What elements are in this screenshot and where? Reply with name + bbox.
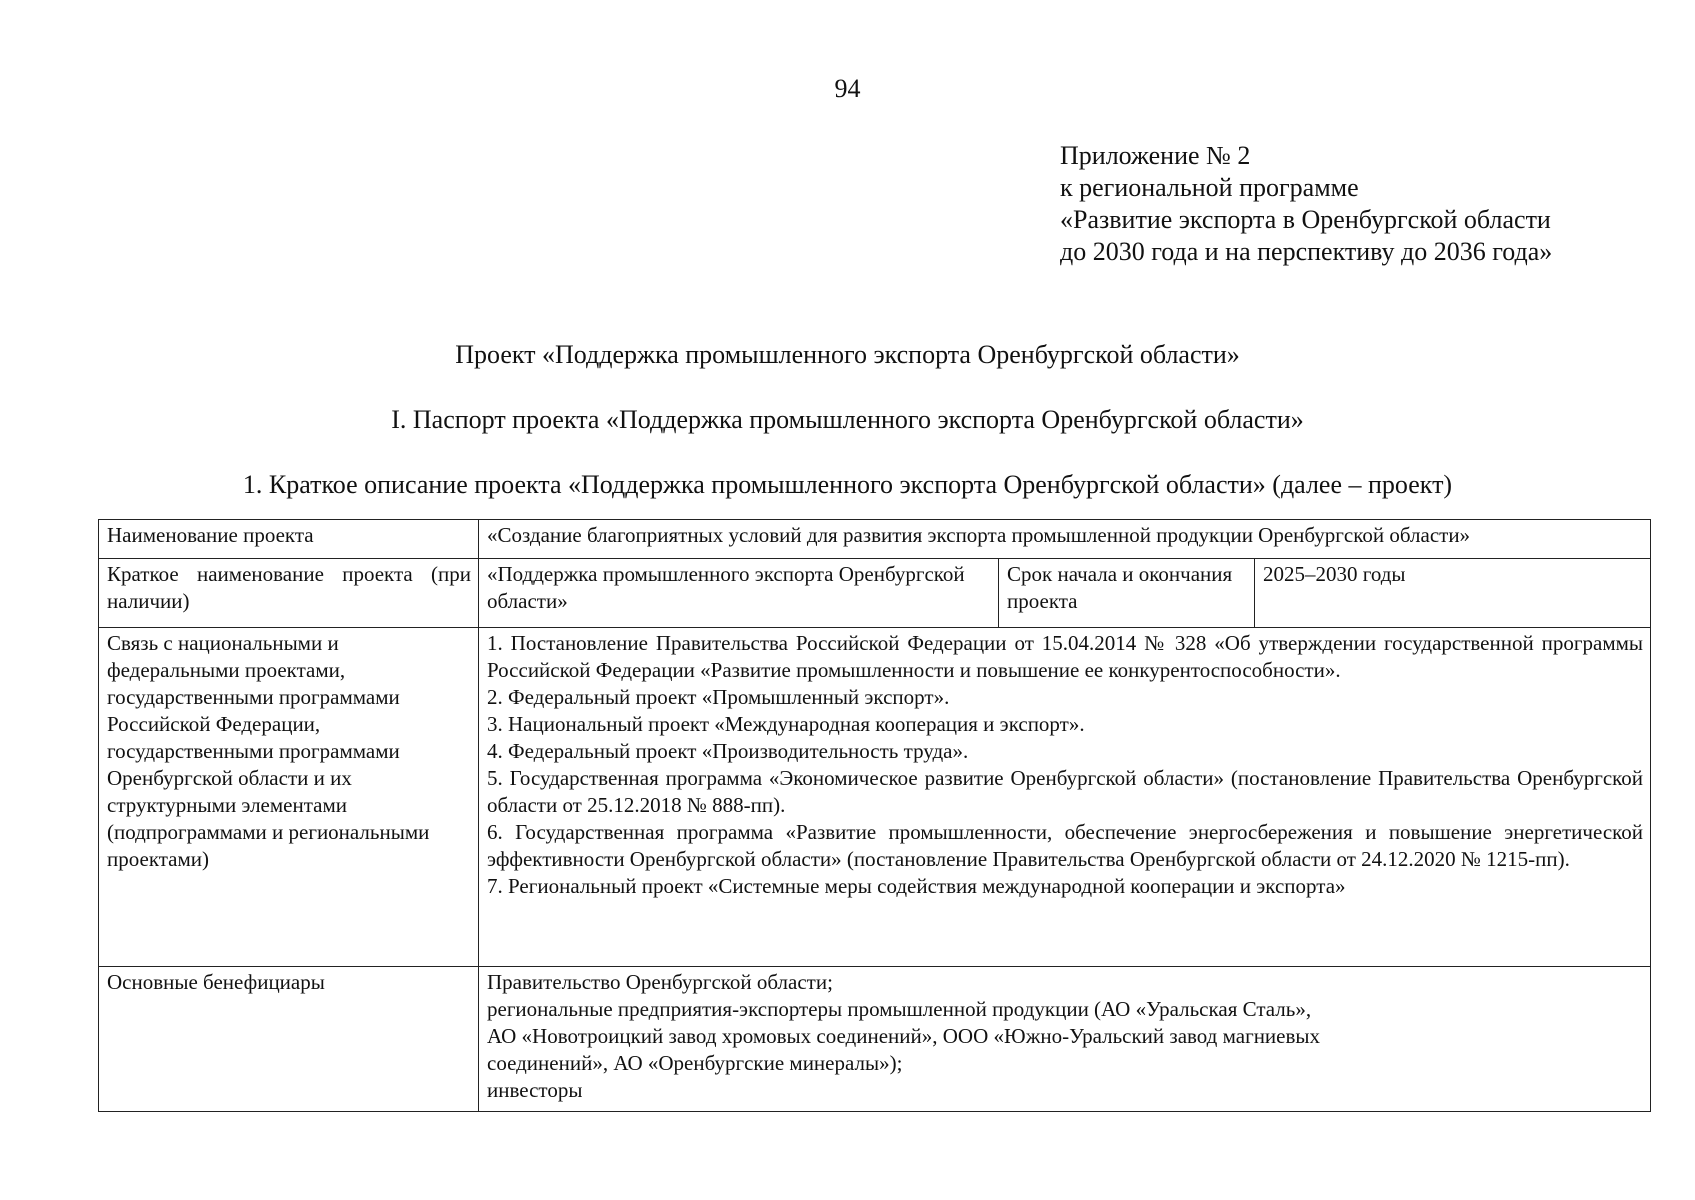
table-row-beneficiaries	[99, 967, 1651, 1112]
beneficiaries-value	[479, 967, 1651, 1112]
list-item: соединений», АО «Оренбургские минералы»);	[487, 1051, 903, 1075]
links-list	[479, 628, 1651, 967]
appendix-line: Приложение № 2	[1060, 141, 1251, 170]
list-item: АО «Новотроицкий завод хромовых соединений», ООО «Южно-Уральский завод магниевых	[487, 1024, 1321, 1048]
beneficiaries-label: Основные бенефициары	[99, 967, 479, 1112]
appendix-block	[1060, 140, 1552, 268]
list-item: 2. Федеральный проект «Промышленный экспорт».	[487, 685, 950, 709]
table-row-project-name	[99, 520, 1651, 559]
project-title: Проект «Поддержка промышленного экспорта Оренбургской области»	[455, 340, 1240, 369]
appendix-line: к региональной программе	[1060, 173, 1359, 202]
page-number: 94	[834, 74, 861, 103]
table-row-links	[99, 628, 1651, 967]
appendix-line: «Развитие экспорта в Оренбургской области	[1060, 205, 1551, 234]
links-label: Связь с национальными и федеральными проектами, государственными программами Российской Федерации, государственными программами Оренбургской области и их структурными элементами (подпрограммами и региональными проектами)	[99, 628, 479, 967]
list-item: 5. Государственная программа «Экономическое развитие Оренбургской области» (постановление Правительства Оренбургской области от 25.12.2018 № 888-пп).	[487, 766, 1644, 817]
section-title: 1. Краткое описание проекта «Поддержка промышленного экспорта Оренбургской области» (далее – проект)	[242, 470, 1453, 499]
table-row-short-name	[99, 559, 1651, 628]
short-name-label: Краткое наименование проекта (при наличии)	[99, 559, 479, 628]
list-item: 6. Государственная программа «Развитие промышленности, обеспечение энергосбережения и повышение энергетической эффективности Оренбургской области» (постановление Правительства Оренбургской области от 24.12.2020 № 1215-пп).	[487, 820, 1644, 871]
list-item: 4. Федеральный проект «Производительность труда».	[487, 739, 969, 763]
list-item: 7. Региональный проект «Системные меры содействия международной кооперации и экспорта»	[487, 874, 1346, 898]
term-label: Срок начала и окончания проекта	[999, 559, 1255, 628]
project-passport-table	[98, 519, 1651, 1112]
project-name-value: «Создание благоприятных условий для развития экспорта промышленной продукции Оренбургской области»	[479, 520, 1651, 559]
short-name-value: «Поддержка промышленного экспорта Оренбургской области»	[479, 559, 999, 628]
list-item: Правительство Оренбургской области;	[487, 970, 833, 994]
passport-title: I. Паспорт проекта «Поддержка промышленного экспорта Оренбургской области»	[391, 405, 1304, 434]
term-value: 2025–2030 годы	[1255, 559, 1651, 628]
list-item: 1. Постановление Правительства Российской Федерации от 15.04.2014 № 328 «Об утверждении государственной программы Российской Федерации «Развитие промышленности и повышение ее конкурентоспособности».	[487, 631, 1644, 682]
list-item: 3. Национальный проект «Международная кооперация и экспорт».	[487, 712, 1085, 736]
list-item: региональные предприятия-экспортеры промышленной продукции (АО «Уральская Сталь»,	[487, 997, 1312, 1021]
list-item: инвесторы	[487, 1078, 583, 1102]
appendix-line: до 2030 года и на перспективу до 2036 года»	[1060, 237, 1553, 266]
project-name-label: Наименование проекта	[99, 520, 479, 559]
